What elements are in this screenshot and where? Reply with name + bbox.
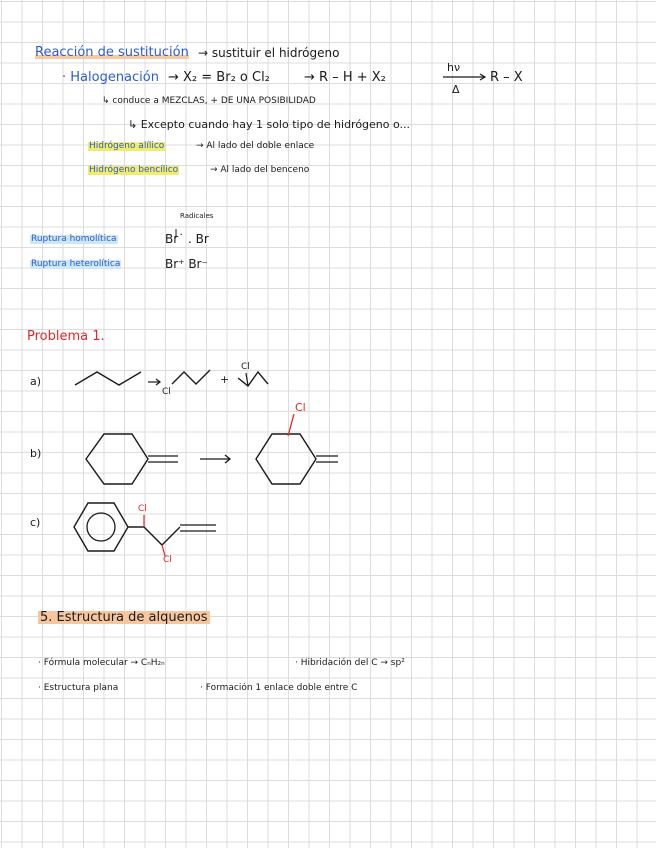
note-exception: ↳ Excepto cuando hay 1 solo tipo de hidrógeno o... [128, 118, 411, 131]
benzylic-hydrogen-desc: → Al lado del benceno [210, 165, 310, 175]
radicals-label: Radicales [180, 212, 214, 220]
substitution-definition: → sustituir el hidrógeno [198, 46, 340, 60]
allylic-hydrogen-label: Hidrógeno alílico [89, 141, 165, 151]
molecule-a-product-1 [172, 370, 210, 384]
problem-a-label: a) [30, 375, 42, 388]
molecule-c-benzene [74, 503, 128, 551]
bullet-molecular-formula: · Fórmula molecular → CₙH₂ₙ [38, 658, 165, 668]
homolytic-rupture-label: Ruptura homolítica [31, 234, 117, 244]
chlorine-label-a1: Cl [162, 387, 171, 397]
heterolytic-formula: Br⁺ Br⁻ [165, 257, 208, 271]
problem-b-label: b) [30, 447, 42, 460]
halogenation-formula: → X₂ = Br₂ o Cl₂ [168, 70, 270, 85]
benzene-ring-circle [87, 513, 115, 541]
problem-title: Problema 1. [27, 329, 105, 344]
bullet-planar-structure: · Estructura plana [38, 683, 119, 693]
molecule-a-product-2 [238, 372, 268, 386]
reaction-conditions-light: hν [447, 61, 461, 74]
section-title-substitution: Reacción de sustitución [35, 45, 189, 60]
note-mixtures: ↳ conduce a MEZCLAS, + DE UNA POSIBILIDAD [102, 96, 316, 106]
bond-b-cl [288, 414, 294, 436]
molecule-a-reactant [75, 372, 141, 385]
chlorine-label-c1: Cl [138, 504, 147, 514]
chlorine-label-c2: Cl [163, 555, 172, 565]
halogenation-label: · Halogenación [62, 70, 159, 85]
problem-c-label: c) [30, 516, 41, 529]
reaction-left-side: → R – H + X₂ [304, 70, 386, 85]
homolytic-formula: Br˙ . Br [165, 232, 209, 246]
chlorine-label-a2: Cl [241, 362, 250, 372]
heterolytic-rupture-label: Ruptura heterolítica [31, 259, 121, 269]
molecule-b-product [256, 434, 316, 484]
bullet-double-bond-formation: · Formación 1 enlace doble entre C [200, 683, 358, 693]
allylic-hydrogen-desc: → Al lado del doble enlace [196, 141, 315, 151]
bond-c-cl-2 [162, 545, 165, 556]
section-title-alkenes: 5. Estructura de alquenos [40, 610, 208, 625]
plus-sign: + [220, 373, 230, 386]
benzylic-hydrogen-label: Hidrógeno bencílico [89, 165, 179, 175]
molecule-c-chain [128, 527, 180, 545]
chlorine-label-b: Cl [295, 401, 306, 414]
bullet-hybridization: · Hibridación del C → sp² [295, 658, 405, 668]
molecule-b-reactant [86, 434, 148, 484]
reaction-conditions-heat: Δ [452, 83, 460, 96]
reaction-right-side: R – X [490, 70, 523, 85]
